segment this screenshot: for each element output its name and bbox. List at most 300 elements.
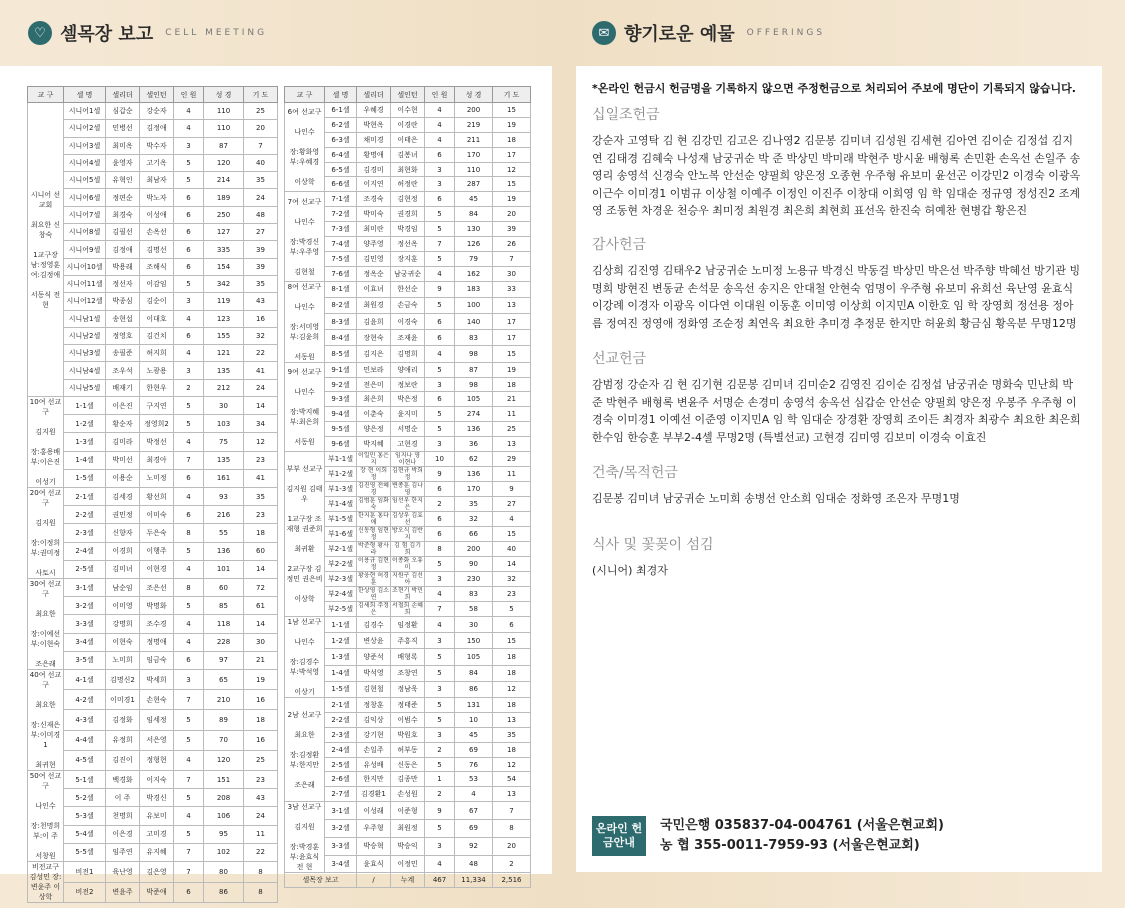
table-cell: 5 [174, 789, 204, 807]
table-cell: 48 [244, 206, 278, 223]
offerings-title: 향기로운 예물 [624, 24, 735, 45]
table-row [285, 362, 531, 377]
group-label-cell: 20여 선교구 김지원 장:이정희 부:권미정 사토시 [28, 488, 64, 579]
table-cell: 4 [425, 132, 455, 147]
table-cell: 3 [174, 670, 204, 690]
table-cell: 120 [204, 750, 244, 770]
table-cell: 110 [455, 162, 493, 177]
table-cell: 노미희 [106, 651, 140, 669]
table-cell: 배형록 [391, 649, 425, 665]
table-cell: 3 [174, 293, 204, 310]
table-cell: 118 [204, 615, 244, 633]
table-cell: 32 [455, 512, 493, 527]
table-cell: 손옥선 [140, 224, 174, 241]
table-cell: 이현경 [140, 560, 174, 578]
table-cell: 이은경 [106, 825, 140, 843]
table-cell: 11 [493, 407, 531, 422]
table-cell: 2-2셀 [64, 506, 106, 524]
table-row [28, 293, 278, 310]
table-cell: 8-1셀 [325, 281, 357, 297]
table-cell: 25 [244, 750, 278, 770]
table-cell: 부1-5셀 [325, 512, 357, 527]
table-cell: 김정애 [106, 241, 140, 258]
table-cell: 2 [425, 787, 455, 802]
table-cell: 부1-3셀 [325, 482, 357, 497]
table-cell: 장현숙 [357, 330, 391, 346]
table-cell: 정보란 [391, 377, 425, 392]
table-cell: 12 [493, 757, 531, 772]
group-label-cell: 시니어 선교회 최요한 신창숙 1교구장 남:정영훈 여:김정애 서동식 전 현 [28, 103, 64, 397]
table-cell: 69 [455, 742, 493, 757]
table-cell: 3 [174, 362, 204, 379]
table-cell: 9 [425, 802, 455, 820]
table-cell: 25 [244, 103, 278, 120]
cell-report-panel [0, 66, 552, 902]
group-label-cell: 9여 선교구 나인수 장:박지혜 부:최은희 서동원 [285, 362, 325, 451]
table-row [28, 615, 278, 633]
table-cell: 임지나 영 이현나 [391, 452, 425, 467]
offering-section-title: 식사 및 꽃꽂이 섬김 [592, 537, 714, 553]
table-cell: 87 [455, 362, 493, 377]
table-cell: 219 [455, 117, 493, 132]
table-cell: 이경란 [391, 117, 425, 132]
table-cell: 119 [204, 293, 244, 310]
table-cell: 20 [493, 207, 531, 222]
table-cell: 4 [174, 433, 204, 451]
table-cell: 55 [204, 524, 244, 542]
group-label-cell: 6여 선교구 나인수 장:황화영 부:우혜경 이상학 [285, 103, 325, 192]
table-row [28, 415, 278, 433]
table-row [28, 579, 278, 597]
table-cell: 임주연 [106, 843, 140, 861]
table-cell: 박경임 [391, 222, 425, 237]
table-cell: 6 [425, 192, 455, 207]
table-cell: 4 [174, 615, 204, 633]
table-cell: 11 [244, 825, 278, 843]
table-cell: 육난영 [106, 862, 140, 883]
table-cell: 부1-4셀 [325, 497, 357, 512]
table-cell: 7 [425, 602, 455, 617]
table-cell: 5 [493, 602, 531, 617]
table-cell: 27 [493, 497, 531, 512]
table-cell: 3-2셀 [325, 820, 357, 838]
table-cell: 4 [425, 855, 455, 873]
table-row [28, 258, 278, 275]
table-cell: 5 [174, 597, 204, 615]
bank-account-line-1: 국민은행 035837-04-004761 (서울은현교회) [660, 818, 944, 833]
offering-section-names: 김상희 김진영 김태우2 남궁귀순 노미정 노용규 박경신 박동걸 박상민 박은선 박주향 박혜선 방기관 빙명희 방현진 변동균 손석문 송옥선 송지은 안대철 안현숙 엄명이 우주형 유보미 유희선 육난영 윤효식 이강례 이경자 이광옥 이다연 이대원 이동훈 이미영 이상희 이지민A 이한호 임 학 장영희 정선용 정아름 정여진 정영애 정화영 조순정 최연옥 최요한 추미경 추정문 한지만 허윤희 황금심 황옥분 무명12명 [592, 264, 1081, 330]
table-header-cell: 셀 명 [325, 87, 357, 103]
table-cell: 33 [493, 281, 531, 297]
table-cell: 이정민 [391, 855, 425, 873]
table-cell: 6-5셀 [325, 162, 357, 177]
table-cell: 변상윤 [357, 633, 391, 649]
table-cell: 7-1셀 [325, 192, 357, 207]
table-cell: 92 [455, 837, 493, 855]
table-cell: 4 [174, 560, 204, 578]
table-header-cell: 교 구 [28, 87, 64, 103]
table-cell: 부1-2셀 [325, 467, 357, 482]
table-cell: 이감임 [140, 275, 174, 292]
table-cell: 6 [174, 241, 204, 258]
table-cell: 18 [244, 710, 278, 730]
table-cell: 70 [204, 730, 244, 750]
table-cell: 유혁인 [106, 172, 140, 189]
table-cell: 69 [455, 820, 493, 838]
table-cell: 박지혜 [357, 437, 391, 452]
cell-table-left [27, 86, 278, 903]
table-cell: 7-6셀 [325, 266, 357, 281]
offering-section-title: 십일조헌금 [592, 107, 660, 123]
table-cell: 부2-3셀 [325, 572, 357, 587]
table-cell: 시니어4셀 [64, 154, 106, 171]
table-cell: 87 [204, 137, 244, 154]
table-cell: 노광용 [140, 362, 174, 379]
table-cell: 5-3셀 [64, 807, 106, 825]
table-cell: 210 [204, 690, 244, 710]
table-cell: 조재윤 [391, 330, 425, 346]
table-cell: 이현숙 [106, 633, 140, 651]
table-cell: 4-5셀 [64, 750, 106, 770]
table-cell: 주흥직 [391, 633, 425, 649]
offering-section-title: 감사헌금 [592, 237, 647, 253]
table-row [28, 469, 278, 487]
table-cell: 14 [244, 397, 278, 415]
table-cell: 21 [244, 651, 278, 669]
table-cell: 17 [493, 314, 531, 330]
table-cell: 135 [204, 362, 244, 379]
table-cell: 6 [174, 189, 204, 206]
table-cell: 41 [244, 362, 278, 379]
table-cell: 정형현 [140, 750, 174, 770]
table-cell: 정창훈 [357, 698, 391, 713]
table-cell: 155 [204, 327, 244, 344]
table-cell: 시니남5셀 [64, 379, 106, 396]
table-cell: 임금숙 [140, 651, 174, 669]
table-cell: 35 [244, 488, 278, 506]
table-cell: 26 [493, 237, 531, 252]
group-label-cell: 7여 선교구 나인수 장:박경신 부:우주영 김현철 [285, 192, 325, 281]
table-cell: 박승익 [391, 837, 425, 855]
table-cell: 9-4셀 [325, 407, 357, 422]
table-cell: 이 주 [106, 789, 140, 807]
table-cell: 98 [455, 377, 493, 392]
table-cell: 2-5셀 [325, 757, 357, 772]
table-cell: 3 [174, 137, 204, 154]
table-header-cell: 교 구 [285, 87, 325, 103]
table-cell: 1-2셀 [325, 633, 357, 649]
table-cell: 131 [455, 698, 493, 713]
offering-section-title: 건축/목적헌금 [592, 465, 678, 481]
table-cell: 3 [425, 377, 455, 392]
table-cell: 민병선 [106, 120, 140, 137]
table-cell: 6 [425, 314, 455, 330]
offering-section-3 [592, 462, 1082, 508]
table-cell: 34 [244, 415, 278, 433]
table-cell: 부2-5셀 [325, 602, 357, 617]
table-cell: 5-1셀 [64, 771, 106, 789]
offering-section-names: 김문봉 김미녀 남궁귀순 노미희 송병선 안소희 임대순 정화영 조은자 무명1명 [592, 492, 960, 505]
summary-members: 467 [425, 873, 455, 888]
table-cell: 이미숙 [140, 506, 174, 524]
table-cell: 김세희 주정은 [358, 602, 389, 617]
table-cell: 이경숙 [391, 314, 425, 330]
table-cell: 6-6셀 [325, 177, 357, 192]
table-cell: 13 [493, 787, 531, 802]
table-cell: 16 [244, 310, 278, 327]
table-cell: 84 [455, 207, 493, 222]
table-cell: 19 [244, 670, 278, 690]
offerings-panel [576, 66, 1102, 872]
table-cell: 8-4셀 [325, 330, 357, 346]
table-header-cell: 기 도 [244, 87, 278, 103]
table-cell: 5 [425, 251, 455, 266]
table-cell: 1-3셀 [325, 649, 357, 665]
table-cell: 5 [425, 222, 455, 237]
table-cell: 3 [425, 177, 455, 192]
table-cell: 양은정 [357, 422, 391, 437]
table-cell: 10 [425, 452, 455, 467]
table-header-cell: 성 경 [455, 87, 493, 103]
table-cell: 김명선 [140, 241, 174, 258]
offering-section-1 [592, 234, 1082, 332]
table-cell: 18 [244, 524, 278, 542]
table-cell: 백경화 [106, 771, 140, 789]
table-row [28, 189, 278, 206]
table-cell: 김민영 [357, 251, 391, 266]
table-cell: 4 [493, 512, 531, 527]
table-cell: 조현기 박민희 [392, 587, 423, 602]
table-cell: 7 [174, 862, 204, 883]
table-cell: 부1-6셀 [325, 527, 357, 542]
table-cell: 14 [244, 615, 278, 633]
table-cell: 29 [493, 452, 531, 467]
table-cell: 35 [455, 497, 493, 512]
table-cell: 6 [174, 206, 204, 223]
table-cell: 박미선 [106, 451, 140, 469]
table-cell: 시니어12셀 [64, 293, 106, 310]
table-cell: 4 [425, 103, 455, 118]
table-cell: 서철희 손혜희 [392, 602, 423, 617]
table-row [28, 730, 278, 750]
table-row [28, 542, 278, 560]
table-cell: 이범수 [391, 712, 425, 727]
table-row [28, 120, 278, 137]
table-cell: 230 [455, 572, 493, 587]
table-cell: 80 [204, 862, 244, 883]
table-cell: 136 [204, 542, 244, 560]
table-cell: 3-3셀 [325, 837, 357, 855]
table-cell: 342 [204, 275, 244, 292]
table-cell: 136 [455, 467, 493, 482]
table-row [28, 310, 278, 327]
table-cell: 장지훈 [391, 251, 425, 266]
table-cell: 6 [174, 469, 204, 487]
table-cell: 3 [425, 572, 455, 587]
table-cell: 30 [455, 617, 493, 633]
table-cell: 110 [204, 103, 244, 120]
table-cell: 6 [425, 512, 455, 527]
table-cell: 4 [174, 103, 204, 120]
summary-label: 셀목장 보고 [285, 873, 357, 888]
table-cell: 98 [455, 346, 493, 362]
table-cell: 2 [174, 379, 204, 396]
table-cell: 106 [204, 807, 244, 825]
table-cell: 배재기 [106, 379, 140, 396]
table-cell: 서명순 [391, 422, 425, 437]
table-cell: 윤효식 [357, 855, 391, 873]
table-cell: 임세정 [140, 710, 174, 730]
table-cell: 102 [204, 843, 244, 861]
table-cell: 12 [493, 681, 531, 697]
table-header-cell: 셀리더 [106, 87, 140, 103]
table-cell: 9-5셀 [325, 422, 357, 437]
table-cell: 김경수 [357, 617, 391, 633]
table-cell: 4 [174, 488, 204, 506]
table-cell: 김건치 [140, 327, 174, 344]
table-cell: 조우석 [106, 362, 140, 379]
offering-section-names: (시니어) 최경자 [592, 564, 668, 577]
table-row [28, 750, 278, 770]
table-cell: 3 [425, 681, 455, 697]
table-cell: 1-1셀 [325, 617, 357, 633]
table-cell: 121 [204, 345, 244, 362]
table-cell: 부2-2셀 [325, 557, 357, 572]
table-row [28, 224, 278, 241]
table-cell: 황순자 [106, 415, 140, 433]
table-cell: 김진이 [106, 750, 140, 770]
table-cell: 윤영자 [106, 154, 140, 171]
group-label-cell: 50여 선교구 나인수 장:천명희 부:이 주 서창원 [28, 771, 64, 862]
table-cell: 89 [204, 710, 244, 730]
table-cell: 김지은 [357, 346, 391, 362]
table-cell: 65 [204, 670, 244, 690]
table-cell: 13 [493, 712, 531, 727]
table-header-cell: 셀인턴 [140, 87, 174, 103]
table-cell: 17 [493, 147, 531, 162]
table-cell: 30 [493, 266, 531, 281]
table-cell: 시니어7셀 [64, 206, 106, 223]
table-cell: 5 [174, 542, 204, 560]
table-cell: 16 [244, 690, 278, 710]
table-cell: 97 [204, 651, 244, 669]
table-cell: 86 [455, 681, 493, 697]
table-cell: 86 [204, 882, 244, 903]
table-cell: 162 [455, 266, 493, 281]
table-cell: 12 [244, 433, 278, 451]
table-cell: 5 [425, 422, 455, 437]
table-cell: 72 [244, 579, 278, 597]
table-cell: 최원정 [391, 820, 425, 838]
table-cell: 정태준 [391, 698, 425, 713]
table-cell: 9-6셀 [325, 437, 357, 452]
online-guide-badge: 온라인 헌금안내 [592, 816, 646, 856]
table-cell: 3 [425, 162, 455, 177]
table-cell: 허정란 [391, 177, 425, 192]
table-cell: 1-4셀 [64, 451, 106, 469]
table-cell: 양애리 [391, 362, 425, 377]
table-cell: 24 [244, 807, 278, 825]
table-cell: 김필선 [106, 224, 140, 241]
table-row [28, 560, 278, 578]
table-cell: 67 [455, 802, 493, 820]
bank-account-line-2: 농 협 355-0011-7959-93 (서울은현교회) [660, 838, 920, 853]
table-cell: 30 [244, 633, 278, 651]
table-cell: 45 [455, 727, 493, 742]
table-cell: 이용순 [106, 469, 140, 487]
table-cell: 5 [425, 757, 455, 772]
table-cell: 조은선 [140, 579, 174, 597]
table-cell: 한선순 [391, 281, 425, 297]
offering-section-4 [592, 534, 1082, 580]
table-cell: 40 [244, 154, 278, 171]
table-row [285, 698, 531, 713]
table-cell: 6 [174, 327, 204, 344]
table-cell: 83 [455, 330, 493, 346]
table-cell: 200 [455, 542, 493, 557]
table-cell: 136 [455, 422, 493, 437]
table-cell: 8-3셀 [325, 314, 357, 330]
table-cell: 정명애 [140, 633, 174, 651]
table-cell: 127 [204, 224, 244, 241]
table-cell: 6 [425, 482, 455, 497]
table-cell: 3-3셀 [64, 615, 106, 633]
table-cell: 105 [455, 392, 493, 407]
table-cell: 한지훈 홍다애 [358, 512, 389, 527]
table-cell: 이지숙 [140, 771, 174, 789]
table-cell: 김윤희 [357, 314, 391, 330]
table-row [28, 882, 278, 903]
table-cell: 5 [174, 415, 204, 433]
table-cell: 2-2셀 [325, 712, 357, 727]
table-cell: 양주영 [357, 237, 391, 252]
table-cell: 23 [493, 587, 531, 602]
table-header-cell: 셀 명 [64, 87, 106, 103]
table-cell: 유성배 [357, 757, 391, 772]
table-cell: 김경환1 [357, 787, 391, 802]
table-cell: 154 [204, 258, 244, 275]
table-cell: 35 [493, 727, 531, 742]
table-cell: 5 [425, 820, 455, 838]
table-cell: 6-2셀 [325, 117, 357, 132]
table-cell: 8 [174, 579, 204, 597]
table-cell: 8-2셀 [325, 297, 357, 313]
table-cell: 22 [244, 843, 278, 861]
table-cell: 박현옥 [357, 117, 391, 132]
table-cell: 19 [493, 192, 531, 207]
table-cell: 14 [493, 557, 531, 572]
table-cell: 61 [244, 597, 278, 615]
table-cell: 54 [493, 772, 531, 787]
table-cell: 6 [174, 506, 204, 524]
table-row [28, 651, 278, 669]
table-cell: 최경아 [140, 451, 174, 469]
table-cell: 이경희 [106, 542, 140, 560]
table-row [285, 802, 531, 820]
table-cell: 19 [493, 362, 531, 377]
table-cell: 박노자 [140, 189, 174, 206]
table-cell: 7-2셀 [325, 207, 357, 222]
table-cell: 3-5셀 [64, 651, 106, 669]
table-cell: 2-4셀 [64, 542, 106, 560]
table-cell: 2 [425, 742, 455, 757]
table-cell: 이일민 홍은지 [358, 452, 389, 467]
table-cell: 7-4셀 [325, 237, 357, 252]
table-cell: 150 [455, 633, 493, 649]
table-cell: 시니남2셀 [64, 327, 106, 344]
table-cell: 14 [244, 560, 278, 578]
table-cell: 전은미 [357, 377, 391, 392]
